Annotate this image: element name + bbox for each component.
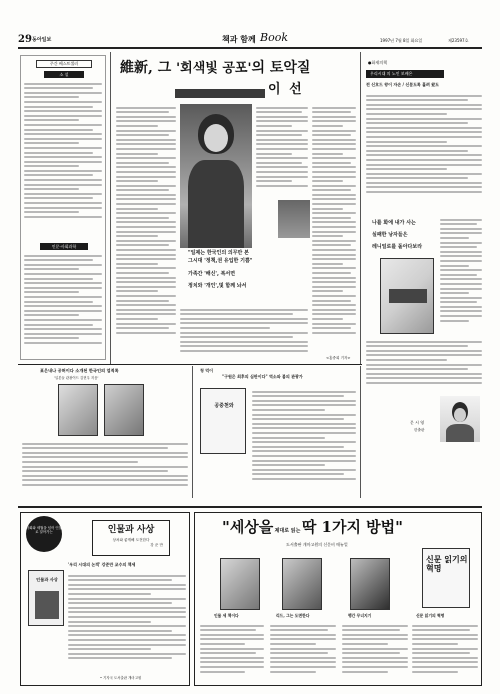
mid-item2-title: "구원은 최후의 심판이다" 역소와 봄의 관광가 (222, 374, 303, 379)
ad-right-desc-3 (342, 622, 408, 680)
mid-item1-cover-b (104, 384, 144, 436)
mid-item1-title: 표은내나 공허이다 소개된 한국인의 업적록 (40, 368, 119, 373)
ad-rule (18, 506, 482, 508)
subhead-1: "일제는 한국인의 의무만 본 (188, 250, 249, 256)
nonfiction-heading: 인문·사회과학 (40, 243, 88, 250)
ad-right-book-4-label: 신문 읽기의 혁명 (426, 554, 468, 573)
ad-right-desc-4 (412, 622, 478, 680)
ad-left-book-cover (28, 570, 64, 626)
feature-book-cover (380, 258, 434, 334)
headline-bar (175, 89, 265, 98)
mid-item2-kicker: 청 덕이 (200, 368, 213, 373)
novel-list (24, 80, 102, 238)
ad-right-headline-1: "세상을 (222, 518, 274, 536)
ad-left-author: 강 준 만 (150, 542, 163, 547)
ad-left-badge (26, 516, 62, 552)
article-byline: <홍중희 기자> (326, 356, 351, 360)
newspaper-name: 동아일보 (32, 37, 52, 43)
feature-text-side (440, 216, 482, 336)
ad-right-book-title-1: 인물 세 책이다 (214, 613, 239, 618)
ad-right-book-1 (220, 558, 260, 610)
feature-text-bottom (366, 338, 482, 390)
ad-left-title-box (92, 520, 170, 556)
column-divider-right (360, 52, 361, 364)
ad-left-list (68, 572, 186, 672)
feature-kicker: ●화제의책 (368, 60, 387, 65)
ad-right-desc-2 (270, 622, 336, 680)
subhead-box (188, 250, 308, 304)
columnist-portrait (440, 396, 480, 442)
ad-right-book-title-3: 행간 무너지기 (348, 613, 372, 618)
novel-heading: 소 설 (44, 71, 84, 78)
ad-left-quote: '우리 시대의 논객' 강준만 교수의 책세 (68, 562, 136, 567)
page-number: 29 (18, 34, 32, 45)
mid-item2-cover (200, 388, 246, 454)
issue-date: 1997년 7월 8일 화요일 (380, 38, 423, 43)
feature-quote-3: 레니얼로를 돌아다보라 (372, 244, 423, 250)
feature-text-top (366, 92, 482, 202)
article-col-1 (116, 104, 176, 354)
feature-quote-1: 나를 화에 내가 사는 (372, 220, 416, 226)
subhead-1b: 그시대 '정책,권 유입한 기쁨" (188, 258, 253, 265)
ad-left-book-title: 인물과 사상 (36, 577, 58, 582)
ad-left-badge-text: 사회와 세월을 넘어 인물로 알아가는 (26, 526, 62, 535)
ad-right-headline-small: 제대로 읽는 (274, 528, 301, 534)
ad-right-book-title-2: 리드, 그는 도면한다 (276, 613, 310, 618)
ad-right-tagline: 도서출판 개마고원의 신문비 매뉴얼 (286, 542, 348, 547)
mid-rule-top (18, 364, 362, 365)
mid-item1-text (22, 440, 188, 494)
article-col-4 (180, 306, 308, 356)
subhead-2: 가족간 '배신', 복서면 (188, 270, 236, 277)
mid-item2-book-title: 공중천와 (214, 403, 234, 409)
ad-right-desc-1 (200, 622, 264, 680)
ad-left-title: 인물과 사상 (107, 525, 155, 535)
feature-caption: 문 시 영 (410, 420, 425, 425)
mid-item1-cover-a (58, 384, 98, 436)
subhead-3: 정치와 '개인',및 함께 놔서 (188, 282, 247, 289)
author-name: 이 선 (268, 82, 304, 97)
headline-quote: '회색빛 공포' (176, 61, 252, 76)
ad-right-book-title-4: 신문 읽기의 혁명 (416, 613, 445, 618)
page-header (18, 31, 482, 46)
section-title: 책과 함께 (222, 35, 256, 44)
article-inset-photo (278, 200, 310, 238)
ad-right-headline-2: 딱 1가지 방법" (301, 518, 403, 536)
headline-part1: 維新, 그 (120, 60, 177, 76)
ad-left-subtitle: 상처와 좋게해 도전한다 (112, 538, 150, 543)
header-rule (18, 47, 482, 49)
section-script: Book (260, 31, 288, 44)
ad-right-headline (222, 518, 462, 537)
mid-divider-1 (192, 366, 193, 498)
issue-number: 제23597호 (448, 38, 469, 43)
main-headline (120, 60, 356, 78)
ad-right-book-2 (282, 558, 322, 610)
feature-headline: 전 신호드 왕이 자손 / 신분도록 흘려 왔도 (366, 82, 440, 87)
headline-part2: 의 토악질 (251, 60, 311, 76)
column-divider-left (110, 52, 111, 364)
ad-left-footer: • 기자국 도서출판 개마고원 (100, 676, 142, 680)
feature-box-title: 우리시대 의 노인 보배은 (366, 70, 444, 78)
author-portrait (180, 104, 252, 248)
feature-caption-2: 한출판 (414, 428, 425, 432)
bestseller-title: 주간 베스트셀러 (36, 60, 92, 68)
mid-item2-text (252, 388, 356, 494)
article-col-3 (312, 104, 356, 354)
ad-right-book-4 (422, 548, 470, 608)
mid-divider-2 (360, 366, 361, 498)
article-col-2 (256, 104, 308, 194)
mid-item1-caption: '일본들 관광이드 김현우 지음' (54, 376, 99, 380)
ad-right-book-3 (350, 558, 390, 610)
feature-quote-2: 실패한 낭자들은 (372, 232, 408, 238)
nonfiction-list (24, 252, 102, 356)
